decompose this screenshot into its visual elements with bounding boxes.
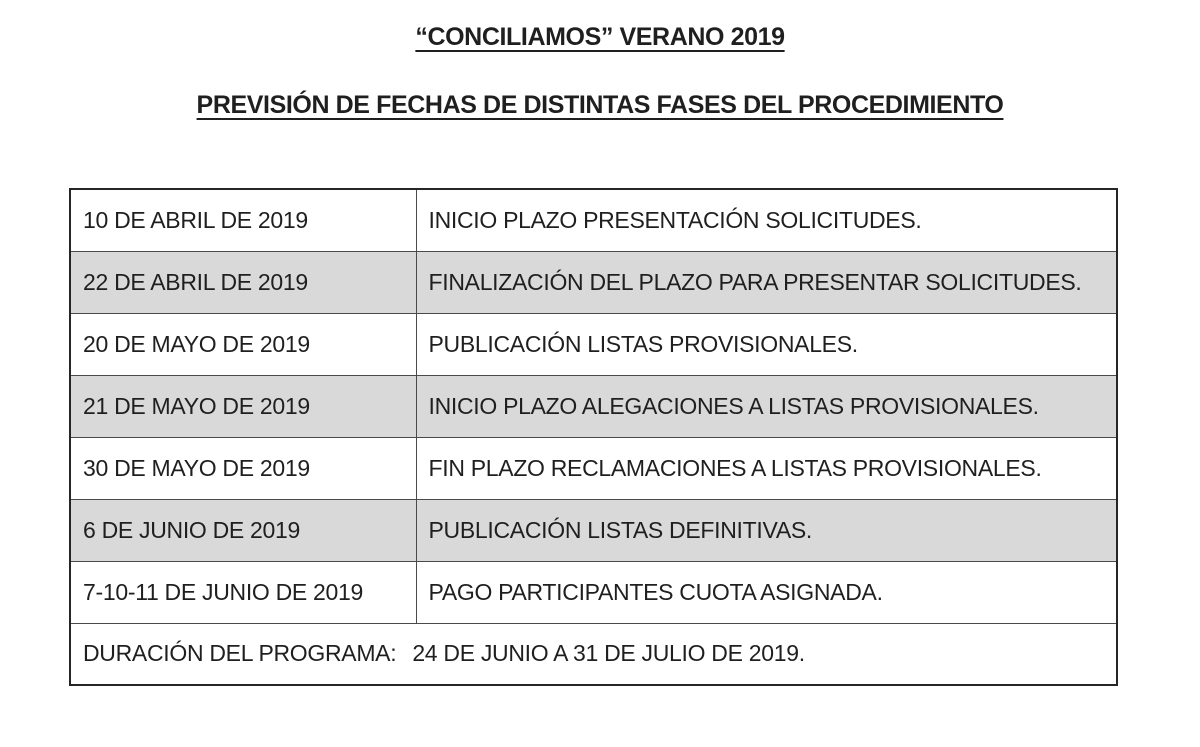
date-cell: 22 DE ABRIL DE 2019 — [70, 251, 416, 313]
phase-cell: PUBLICACIÓN LISTAS PROVISIONALES. — [416, 313, 1117, 375]
table-row — [70, 561, 1117, 623]
phase-cell: PUBLICACIÓN LISTAS DEFINITIVAS. — [416, 499, 1117, 561]
table-row — [70, 375, 1117, 437]
schedule-table-footer — [70, 623, 1117, 685]
date-cell: 30 DE MAYO DE 2019 — [70, 437, 416, 499]
table-row — [70, 189, 1117, 251]
schedule-table-body — [70, 189, 1117, 623]
phase-cell: FINALIZACIÓN DEL PLAZO PARA PRESENTAR SOLICITUDES. — [416, 251, 1117, 313]
table-row — [70, 251, 1117, 313]
duration-cell — [70, 623, 1117, 685]
date-cell: 20 DE MAYO DE 2019 — [70, 313, 416, 375]
duration-label: DURACIÓN DEL PROGRAMA: — [83, 640, 397, 667]
table-row — [70, 499, 1117, 561]
date-cell: 21 DE MAYO DE 2019 — [70, 375, 416, 437]
phase-cell: PAGO PARTICIPANTES CUOTA ASIGNADA. — [416, 561, 1117, 623]
date-cell: 6 DE JUNIO DE 2019 — [70, 499, 416, 561]
duration-value: 24 DE JUNIO A 31 DE JULIO DE 2019. — [412, 640, 805, 667]
phase-cell: FIN PLAZO RECLAMACIONES A LISTAS PROVISIONALES. — [416, 437, 1117, 499]
schedule-table — [69, 188, 1118, 686]
date-cell: 10 DE ABRIL DE 2019 — [70, 189, 416, 251]
duration-row — [70, 623, 1117, 685]
document-subtitle: PREVISIÓN DE FECHAS DE DISTINTAS FASES DEL PROCEDIMIENTO — [196, 91, 1004, 119]
table-row — [70, 437, 1117, 499]
phase-cell: INICIO PLAZO PRESENTACIÓN SOLICITUDES. — [416, 189, 1117, 251]
document-title: “CONCILIAMOS” VERANO 2019 — [415, 23, 785, 51]
table-row — [70, 313, 1117, 375]
date-cell: 7-10-11 DE JUNIO DE 2019 — [70, 561, 416, 623]
phase-cell: INICIO PLAZO ALEGACIONES A LISTAS PROVISIONALES. — [416, 375, 1117, 437]
